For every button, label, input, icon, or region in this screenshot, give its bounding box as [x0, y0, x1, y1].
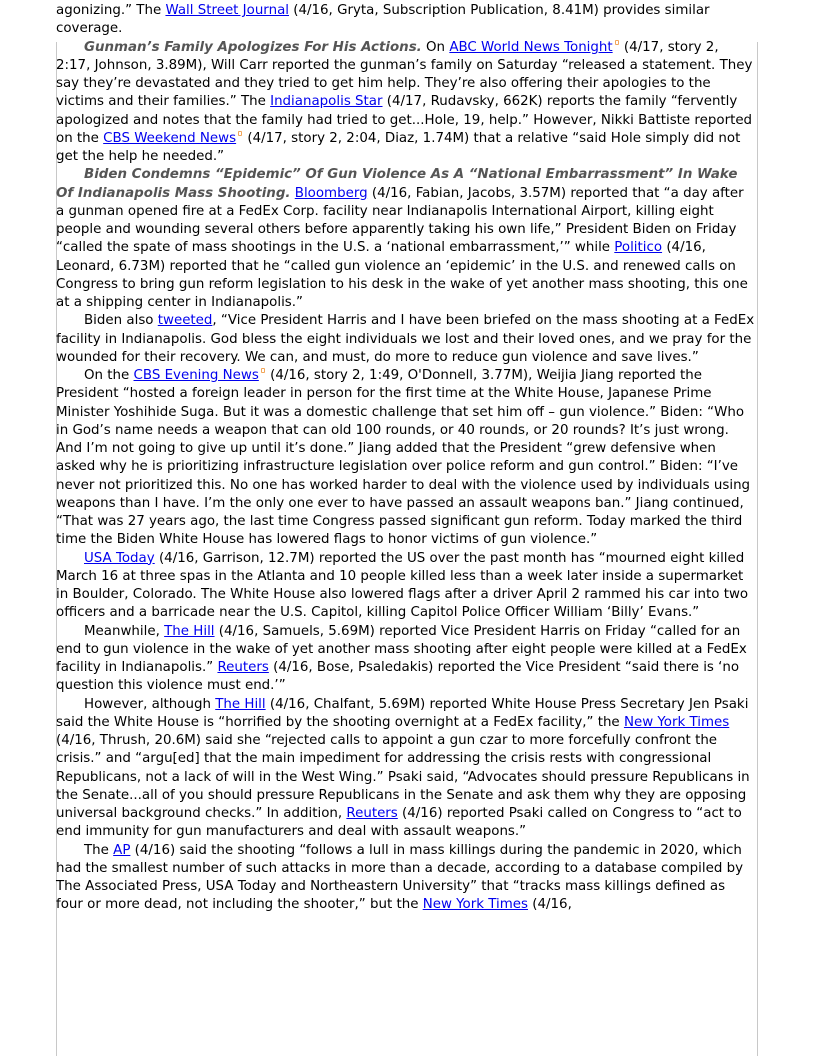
section-heading-biden-condemns: Biden Condemns “Epidemic” Of Gun Violence As A “National Embarrassment” In Wake Of Indianapolis Mass Shooting. — [56, 167, 738, 201]
paragraph-8: However, although The Hill (4/16, Chalfant, 5.69M) reported White House Press Secretary Jen Psaki said the White House is “horrified by the shooting overnight at a FedEx facility,” the New York Times (4/16, Thrush, 20.6M) said she “rejected calls to appoint a gun czar to more forcefully confront the crisis.” and “argu[ed] that the main impediment for addressing the crisis rests with congressional Republicans, not a lack of will in the West Wing.” Psaki said, “Advocates should pressure Republicans in the Senate...all of you should pressure Republicans in the Senate and ask them why they are opposing universal background checks.” In addition, Reuters (4/16) reported Psaki called on Congress to “act to end immunity for gun manufacturers and deal with assault weapons.” — [56, 696, 750, 840]
link-abc-world-news-tonight[interactable]: ABC World News Tonight — [449, 39, 613, 55]
link-new-york-times-2[interactable]: New York Times — [422, 897, 529, 913]
link-wall-street-journal[interactable]: Wall Street Journal — [165, 3, 289, 18]
paragraph-1: agonizing.” The Wall Street Journal (4/16, Gryta, Subscription Publication, 8.41M) provides similar coverage. — [56, 3, 710, 37]
link-cbs-evening-news[interactable]: CBS Evening News — [133, 368, 259, 383]
paragraph-2: Gunman’s Family Apologizes For His Actions. On ABC World News Tonight (4/17, story 2, 2:17, Johnson, 3.89M), Will Carr reported the gunman’s family on Saturday “released a statement. They say they’re devastated and they tried to get him help. They’re also offering their apologies to the victims and their families.” The Indianapolis Star (4/17, Rudavsky, 662K) reports the family “fervently apologized and notes that the family had tried to get...Hole, 19, help.” However, Nikki Battiste reported on the CBS Weekend News (4/17, story 2, 2:04, Diaz, 1.74M) that a relative “said Hole simply did not get the help he needed.” — [56, 39, 753, 164]
link-indianapolis-star[interactable]: Indianapolis Star — [270, 94, 383, 110]
section-heading-family-apology: Gunman’s Family Apologizes For His Actions. — [84, 39, 422, 55]
link-politico[interactable]: Politico — [614, 240, 663, 256]
article-body — [56, 2, 756, 915]
link-the-hill[interactable]: The Hill — [164, 623, 215, 639]
link-reuters[interactable]: Reuters — [217, 660, 269, 675]
paragraph-5: On the CBS Evening News (4/16, story 2, 1:49, O'Donnell, 3.77M), Weijia Jiang reported the President “hosted a foreign leader in person for the first time at the White House, Japanese Prime Minister Yoshihide Suga. But it was a domestic challenge that set him off – gun violence.” Biden: “Who in God’s name needs a weapon that can old 100 rounds, or 40 rounds, or 20 rounds? It’s just wrong. And I’m not going to give up until it’s done.” Jiang added that the President “grew defensive when asked why he is prioritizing infrastructure legislation over police reform and gun control.” Biden: “I’ve never not prioritized this. No one has worked harder to deal with the violence used by individuals using weapons than I have. I’m the only one ever to have passed an assault weapons ban.” Jiang continued, “That was 27 years ago, the last time Congress passed significant gun reform. Today marked the third time the Biden White House has lowered flags to honor victims of gun violence.” — [56, 368, 751, 548]
link-reuters-2[interactable]: Reuters — [346, 806, 398, 821]
paragraph-7: Meanwhile, The Hill (4/16, Samuels, 5.69M) reported Vice President Harris on Friday “called for an end to gun violence in the wake of yet another mass shooting after eight people were killed at a FedEx facility in Indianapolis.” Reuters (4/16, Bose, Psaledakis) reported the Vice President “said there is ‘no question this violence must end.’” — [56, 623, 747, 694]
link-usa-today[interactable]: USA Today — [84, 550, 155, 566]
link-new-york-times[interactable]: New York Times — [623, 714, 730, 730]
link-ap[interactable]: AP — [113, 842, 131, 858]
document-page — [56, 0, 758, 1056]
link-bloomberg[interactable]: Bloomberg — [294, 185, 368, 201]
paragraph-3: Biden Condemns “Epidemic” Of Gun Violence As A “National Embarrassment” In Wake Of Indianapolis Mass Shooting. Bloomberg (4/16, Fabian, Jacobs, 3.57M) reported that “a day after a gunman opened fire at a FedEx Corp. facility near Indianapolis International Airport, killing eight people and wounding several others before apparently taking his own life,” President Biden on Friday “called the spate of mass shootings in the U.S. a ‘national embarrassment,’” while Politico (4/16, Leonard, 6.73M) reported that he “called gun violence an ‘epidemic’ in the U.S. and renewed calls on Congress to bring gun reform legislation to his desk in the wake of yet another mass shooting, this one at a shipping center in Indianapolis.” — [56, 167, 748, 310]
link-the-hill-2[interactable]: The Hill — [215, 696, 266, 712]
video-marker-icon — [615, 40, 619, 45]
link-cbs-weekend-news[interactable]: CBS Weekend News — [103, 130, 237, 146]
link-tweeted[interactable]: tweeted — [157, 313, 213, 329]
paragraph-4: Biden also tweeted, “Vice President Harris and I have been briefed on the mass shooting at a FedEx facility in Indianapolis. God bless the eight individuals we lost and their loved ones, and we pray for the wounded for their recovery. We can, and must, do more to reduce gun violence and save lives.” — [56, 313, 755, 365]
paragraph-6: USA Today (4/16, Garrison, 12.7M) reported the US over the past month has “mourned eight killed March 16 at three spas in the Atlanta and 10 people killed less than a week later inside a supermarket in Boulder, Colorado. The White House also lowered flags after a driver April 2 rammed his car into two officers and a barricade near the U.S. Capitol, killing Capitol Police Officer William ‘Billy’ Evans.” — [56, 550, 749, 621]
video-marker-icon — [261, 368, 265, 373]
video-marker-icon — [238, 131, 242, 136]
paragraph-9: The AP (4/16) said the shooting “follows a lull in mass killings during the pandemic in 2020, which had the smallest number of such attacks in more than a decade, according to a database compiled by The Associated Press, USA Today and Northeastern University” that “tracks mass killings defined as four or more dead, not including the shooter,” but the New York Times (4/16, — [56, 842, 744, 913]
